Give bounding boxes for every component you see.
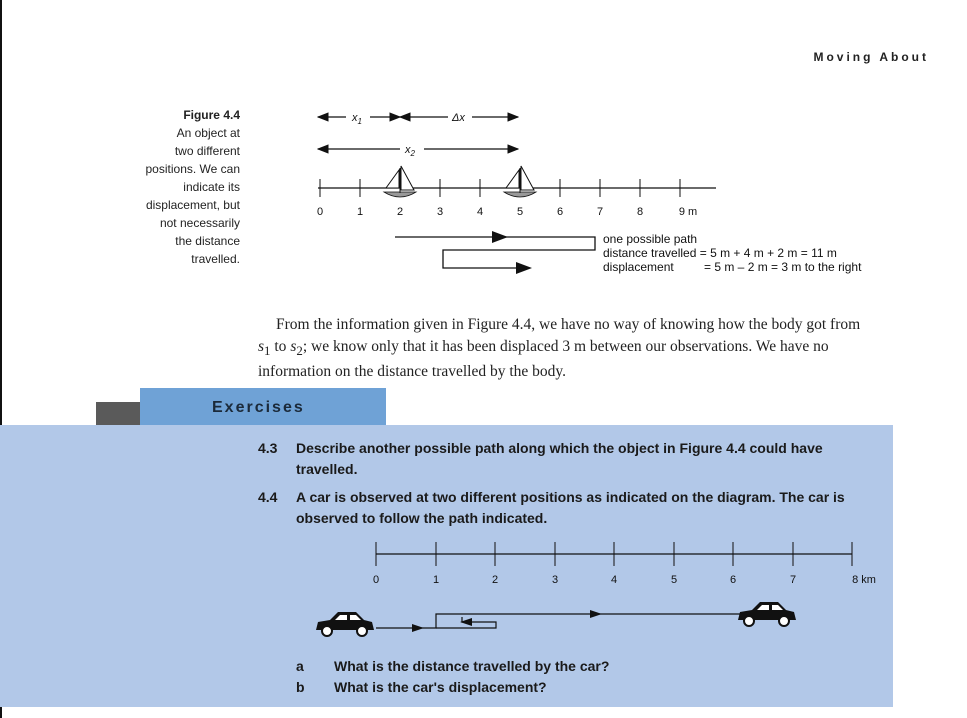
delta-x-label: Δx: [452, 112, 465, 124]
caption-line: positions. We can: [145, 162, 240, 176]
x1-arrow: [318, 112, 400, 126]
figure-caption-title: Figure 4.4: [183, 108, 240, 122]
question-text: A car is observed at two different positions as indicated on the diagram. The car is observed to follow the path indicated.: [296, 489, 845, 526]
question-text: Describe another possible path along which the object in Figure 4.4 could have travelled.: [296, 440, 823, 477]
svg-text:x1: [351, 112, 362, 126]
km-tick-label: 2: [491, 574, 499, 586]
question-number: 4.3: [258, 440, 278, 456]
figure-4-4-diagram: [0, 0, 967, 300]
x2-arrow: [318, 144, 518, 158]
tick-label: 3: [436, 206, 444, 218]
sub-question-b: [296, 679, 796, 699]
tick-label: 5: [516, 206, 524, 218]
km-tick-label: 7: [789, 574, 797, 586]
caption-line: travelled.: [191, 252, 240, 266]
delta-x-arrow: [400, 112, 518, 124]
tick-label: 2: [396, 206, 404, 218]
caption-line: indicate its: [183, 180, 240, 194]
path-text-line3a: displacement: [603, 260, 674, 274]
question-number: 4.4: [258, 489, 278, 505]
exercises-dark-tab: [96, 402, 140, 425]
tick-label: 1: [356, 206, 364, 218]
caption-line: the distance: [175, 234, 240, 248]
caption-line: two different: [174, 144, 240, 158]
exercises-title: Exercises: [212, 399, 305, 416]
km-tick-label: 5: [670, 574, 678, 586]
caption-line: displacement, but: [145, 198, 240, 212]
sub-question-letter: b: [296, 679, 305, 695]
sub-question-text: What is the distance travelled by the car?: [334, 658, 610, 674]
km-tick-label: 3: [551, 574, 559, 586]
km-tick-label: 6: [729, 574, 737, 586]
km-tick-label: 0: [372, 574, 380, 586]
x1-label: x: [352, 112, 358, 124]
x1-sub: 1: [357, 117, 362, 126]
caption-line: not necessarily: [159, 216, 240, 230]
sub-question-a: [296, 658, 796, 678]
tick-label: 9 m: [678, 206, 698, 218]
km-tick-label: 4: [610, 574, 618, 586]
caption-line: An object at: [176, 126, 240, 140]
tick-label: 7: [596, 206, 604, 218]
running-header: Moving About: [813, 50, 929, 64]
body-paragraph: From the information given in Figure 4.4, we have no way of knowing how the body got from $s_1$ to $s_2$; we know only that it has been displaced 3 m between our observations. We have no information on the distance travelled by the body.: [258, 316, 861, 381]
km-tick-label: 8 km: [852, 574, 876, 586]
km-tick-label: 1: [432, 574, 440, 586]
path-text-line1: one possible path: [603, 232, 698, 246]
svg-text:x2: [404, 144, 416, 158]
sailboat-icon: [504, 166, 536, 197]
path-text-line2: distance travelled = 5 m + 4 m + 2 m = 11 m: [603, 246, 837, 260]
x2-sub: 2: [410, 149, 415, 158]
tick-label: 4: [476, 206, 484, 218]
tick-label: 6: [556, 206, 564, 218]
path-text-line3b: = 5 m – 2 m = 3 m to the right: [704, 260, 862, 274]
x2-label: x: [405, 144, 411, 156]
question-4-3: [258, 438, 878, 482]
tick-label: 0: [316, 206, 324, 218]
tick-label: 8: [636, 206, 644, 218]
question-4-4: [258, 487, 878, 531]
sub-question-text: What is the car's displacement?: [334, 679, 547, 695]
sub-question-letter: a: [296, 658, 304, 674]
sailboat-icon: [384, 166, 416, 197]
possible-path: [395, 231, 595, 274]
path-text: [603, 232, 862, 274]
